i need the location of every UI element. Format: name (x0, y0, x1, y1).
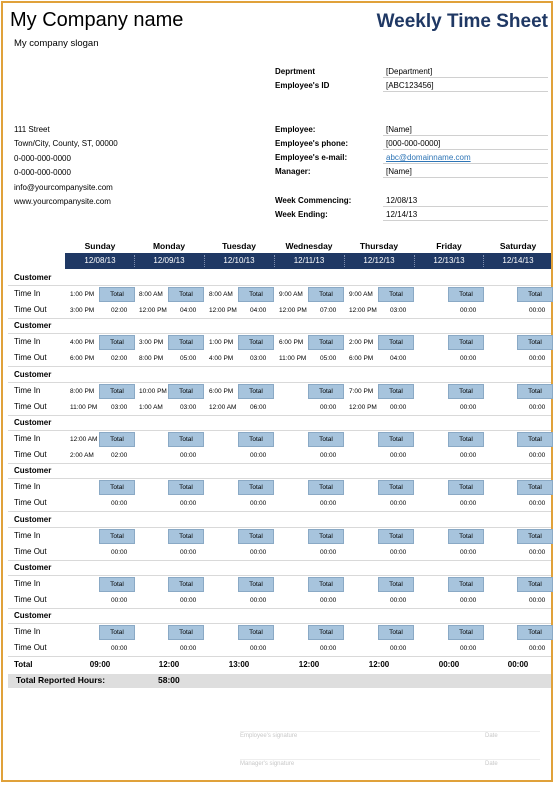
total-cell[interactable]: Total (517, 335, 553, 350)
date-separator (344, 255, 345, 267)
day-header: Saturday (499, 241, 537, 251)
time-in-label: Time In (14, 433, 41, 443)
hours-cell: 04:00 (180, 307, 197, 314)
address-line: www.yourcompanysite.com (14, 197, 111, 206)
time-in-cell[interactable]: 3:00 PM (139, 339, 164, 347)
time-in-cell[interactable]: 8:00 PM (70, 387, 95, 395)
day-header: Friday (436, 241, 462, 251)
hours-cell: 00:00 (180, 645, 197, 653)
total-cell[interactable]: Total (378, 384, 414, 399)
hours-cell: 00:00 (529, 645, 546, 653)
time-in-cell[interactable]: 8:00 AM (139, 291, 163, 298)
time-out-cell[interactable]: 3:00 PM (70, 307, 95, 314)
time-out-label: Time Out (14, 498, 47, 508)
hours-cell: 04:00 (250, 307, 267, 314)
hours-cell: 07:00 (320, 307, 337, 314)
top_fields-value[interactable]: [ABC123456] (386, 81, 434, 90)
time-in-cell[interactable]: 6:00 PM (279, 339, 304, 347)
total-cell[interactable]: Total (517, 287, 553, 302)
hours-cell: 00:00 (390, 596, 407, 604)
row-divider (8, 608, 551, 609)
hours-cell: 00:00 (111, 548, 128, 556)
time-out-cell[interactable]: 6:00 PM (349, 355, 374, 363)
row-divider (8, 623, 551, 624)
time-out-cell[interactable]: 8:00 PM (139, 355, 164, 363)
row-divider (8, 463, 551, 464)
hours-cell: 03:00 (390, 307, 407, 314)
company-slogan: My company slogan (14, 38, 99, 49)
employee_fields-label: Employee's e-mail: (275, 153, 348, 162)
time-out-label: Time Out (14, 546, 47, 556)
employee_fields-label: Manager: (275, 167, 311, 176)
time-in-cell[interactable]: 4:00 PM (70, 339, 95, 347)
time-out-cell[interactable]: 11:00 PM (70, 403, 98, 411)
address-line: 0-000-000-0000 (14, 153, 71, 163)
time-in-label: Time In (14, 385, 41, 395)
time-in-cell[interactable]: 7:00 PM (349, 387, 374, 395)
hours-cell: 00:00 (529, 451, 546, 459)
reported-hours-bar (8, 674, 551, 688)
customer-label: Customer (14, 321, 52, 331)
date-separator (483, 255, 484, 267)
field-underline (383, 220, 548, 221)
row-divider (8, 656, 551, 657)
address-line: 111 Street (14, 125, 50, 134)
total-cell[interactable]: Total (99, 384, 135, 399)
employee_fields-value[interactable]: [Name] (386, 125, 412, 134)
total-cell[interactable]: Total (448, 432, 484, 447)
time-out-cell[interactable]: 6:00 PM (70, 355, 95, 363)
time-in-cell[interactable]: 9:00 AM (349, 291, 373, 298)
total-cell[interactable]: Total (448, 384, 484, 399)
customer-label: Customer (14, 562, 52, 572)
day-header: Monday (152, 241, 186, 251)
hours-cell: 00:00 (529, 596, 546, 604)
hours-cell: 00:00 (180, 500, 197, 508)
total-cell[interactable]: Total (517, 529, 553, 544)
time-out-cell[interactable]: 12:00 PM (349, 307, 377, 314)
total-cell[interactable]: Total (168, 577, 204, 592)
field-underline (383, 206, 548, 207)
date-cell: 12/14/13 (502, 256, 534, 265)
total-cell[interactable]: Total (517, 577, 553, 592)
total-cell[interactable]: Total (238, 529, 274, 544)
customer-label: Customer (14, 514, 52, 524)
time-in-label: Time In (14, 289, 41, 298)
hours-cell: 00:00 (390, 451, 407, 459)
address-line: Town/City, County, ST, 00000 (14, 139, 118, 149)
hours-cell: 00:00 (529, 500, 546, 508)
field-underline (383, 149, 548, 150)
day-header: Wednesday (285, 241, 333, 251)
total-cell[interactable]: Total (99, 335, 135, 350)
total-cell[interactable]: Total (517, 480, 553, 495)
time-in-cell[interactable]: 10:00 PM (139, 387, 167, 395)
time-out-cell[interactable]: 12:00 AM (209, 403, 237, 411)
total-cell[interactable]: Total (378, 577, 414, 592)
hours-cell: 00:00 (320, 403, 337, 411)
top_fields-label: Deprtment (275, 67, 316, 76)
total-cell[interactable]: Total (238, 577, 274, 592)
hours-cell: 00:00 (529, 548, 546, 556)
time-in-cell[interactable]: 9:00 AM (279, 291, 303, 298)
time-in-cell[interactable]: 2:00 PM (349, 339, 374, 347)
hours-cell: 02:00 (111, 451, 128, 459)
total-cell[interactable]: Total (168, 625, 204, 640)
time-in-label: Time In (14, 530, 41, 540)
hours-cell: 00:00 (460, 403, 477, 411)
hours-cell: 00:00 (460, 645, 477, 653)
customer-label: Customer (14, 611, 52, 621)
total-cell[interactable]: Total (448, 625, 484, 640)
hours-cell: 06:00 (250, 403, 267, 411)
time-out-label: Time Out (14, 643, 47, 653)
row-divider (8, 527, 551, 528)
employee_fields-value[interactable]: [Name] (386, 167, 412, 176)
time-in-cell[interactable]: 1:00 PM (70, 291, 95, 298)
total-cell[interactable]: Total (448, 577, 484, 592)
time-out-cell[interactable]: 12:00 PM (279, 307, 307, 314)
total-cell[interactable]: Total (517, 432, 553, 447)
date-label: Date (485, 733, 498, 739)
hours-cell: 03:00 (250, 355, 267, 363)
total-cell[interactable]: Total (168, 335, 204, 350)
total-cell[interactable]: Total (378, 335, 414, 350)
total-row-label: Total (14, 660, 33, 669)
customer-label: Customer (14, 273, 52, 282)
day-header: Tuesday (222, 241, 256, 251)
total-cell[interactable]: Total (99, 577, 135, 592)
hours-cell: 00:00 (460, 355, 477, 363)
employee_fields-value[interactable]: abc@domainname.com (386, 153, 471, 162)
total-cell[interactable]: Total (308, 432, 344, 447)
row-divider (8, 333, 551, 334)
hours-cell: 00:00 (250, 451, 267, 459)
hours-cell: 00:00 (320, 645, 337, 653)
hours-cell: 00:00 (390, 548, 407, 556)
total-cell[interactable]: Total (99, 625, 135, 640)
row-divider (8, 366, 551, 367)
field-underline (383, 135, 548, 136)
hours-cell: 04:00 (390, 355, 407, 363)
total-cell[interactable]: Total (448, 480, 484, 495)
total-cell[interactable]: Total (517, 625, 553, 640)
total-cell[interactable]: Total (517, 384, 553, 399)
time-in-cell[interactable]: 1:00 PM (209, 339, 234, 347)
hours-cell: 00:00 (320, 548, 337, 556)
hours-cell: 00:00 (180, 596, 197, 604)
hours-cell: 02:00 (111, 307, 128, 314)
total-cell[interactable]: Total (378, 480, 414, 495)
employee_fields-value[interactable]: [000-000-0000] (386, 139, 441, 148)
day-header: Sunday (84, 241, 116, 251)
total-cell[interactable]: Total (448, 287, 484, 302)
customer-label: Customer (14, 466, 52, 476)
hours-cell: 05:00 (320, 355, 337, 363)
day-total: 12:00 (158, 660, 180, 669)
week_fields-label: Week Ending: (275, 210, 328, 219)
day-total: 12:00 (368, 660, 390, 669)
total-cell[interactable]: Total (168, 384, 204, 399)
hours-cell: 00:00 (320, 451, 337, 459)
total-cell[interactable]: Total (378, 625, 414, 640)
field-underline (383, 163, 548, 164)
row-divider (8, 575, 551, 576)
row-divider (8, 285, 551, 286)
hours-cell: 00:00 (390, 500, 407, 508)
date-cell: 12/08/13 (84, 256, 116, 265)
date-bar (65, 253, 551, 269)
row-divider (8, 560, 551, 561)
signature-label: Manager's signature (240, 761, 295, 767)
time-out-label: Time Out (14, 449, 47, 459)
hours-cell: 00:00 (250, 645, 267, 653)
hours-cell: 00:00 (250, 500, 267, 508)
top_fields-label: Employee's ID (275, 81, 330, 90)
week_fields-value[interactable]: 12/08/13 (386, 196, 418, 205)
time-out-cell[interactable]: 12:00 PM (349, 403, 377, 411)
address-line: info@yourcompanysite.com (14, 182, 113, 192)
hours-cell: 03:00 (111, 403, 128, 411)
hours-cell: 00:00 (250, 596, 267, 604)
time-out-cell[interactable]: 12:00 PM (209, 307, 237, 314)
week_fields-value[interactable]: 12/14/13 (386, 210, 418, 219)
signature-label: Employee's signature (240, 733, 298, 739)
time-out-cell[interactable]: 2:00 AM (70, 451, 94, 459)
total-cell[interactable]: Total (308, 529, 344, 544)
total-cell[interactable]: Total (238, 480, 274, 495)
row-divider (8, 430, 551, 431)
time-in-label: Time In (14, 627, 41, 637)
day-total: 13:00 (228, 660, 250, 669)
signature-line[interactable] (240, 731, 540, 732)
date-cell: 12/11/13 (293, 256, 325, 265)
hours-cell: 00:00 (111, 645, 128, 653)
field-underline (383, 77, 548, 78)
time-in-cell[interactable]: 6:00 PM (209, 387, 234, 395)
date-cell: 12/10/13 (223, 256, 255, 265)
signature-line[interactable] (240, 759, 540, 760)
total-cell[interactable]: Total (238, 384, 274, 399)
hours-cell: 00:00 (390, 645, 407, 653)
hours-cell: 00:00 (250, 548, 267, 556)
reported-hours-value: 58:00 (158, 675, 180, 685)
top_fields-value[interactable]: [Department] (386, 67, 433, 76)
date-separator (134, 255, 135, 267)
hours-cell: 00:00 (460, 500, 477, 508)
total-cell[interactable]: Total (238, 432, 274, 447)
hours-cell: 00:00 (180, 548, 197, 556)
total-cell[interactable]: Total (378, 529, 414, 544)
employee_fields-label: Employee's phone: (275, 139, 349, 148)
hours-cell: 02:00 (111, 355, 128, 363)
hours-cell: 00:00 (111, 596, 128, 604)
total-cell[interactable]: Total (308, 625, 344, 640)
time-out-label: Time Out (14, 353, 47, 363)
time-in-label: Time In (14, 578, 41, 588)
hours-cell: 03:00 (180, 403, 197, 411)
day-total: 12:00 (298, 660, 320, 669)
row-divider (8, 478, 551, 479)
time-out-label: Time Out (14, 594, 47, 604)
week_fields-label: Week Commencing: (275, 196, 352, 205)
total-cell[interactable]: Total (308, 577, 344, 592)
field-underline (383, 177, 548, 178)
time-in-cell[interactable]: 12:00 AM (70, 435, 98, 443)
hours-cell: 00:00 (460, 548, 477, 556)
hours-cell: 00:00 (390, 403, 407, 411)
total-cell[interactable]: Total (99, 529, 135, 544)
time-out-label: Time Out (14, 401, 47, 411)
row-divider (8, 318, 551, 319)
time-out-cell[interactable]: 4:00 PM (209, 355, 234, 363)
time-in-cell[interactable]: 8:00 AM (209, 291, 233, 298)
date-label: Date (485, 761, 498, 767)
total-cell[interactable]: Total (308, 335, 344, 350)
hours-cell: 00:00 (529, 307, 546, 314)
hours-cell: 00:00 (460, 596, 477, 604)
hours-cell: 00:00 (111, 500, 128, 508)
reported-hours-label: Total Reported Hours: (16, 675, 106, 685)
sheet-title: Weekly Time Sheet (376, 11, 548, 32)
time-out-label: Time Out (14, 305, 47, 314)
row-divider (8, 415, 551, 416)
total-cell[interactable]: Total (238, 335, 274, 350)
total-cell[interactable]: Total (99, 432, 135, 447)
total-cell[interactable]: Total (168, 287, 204, 302)
total-cell[interactable]: Total (308, 480, 344, 495)
total-cell[interactable]: Total (448, 529, 484, 544)
total-cell[interactable]: Total (378, 287, 414, 302)
date-separator (204, 255, 205, 267)
hours-cell: 00:00 (180, 451, 197, 459)
total-cell[interactable]: Total (308, 287, 344, 302)
date-cell: 12/09/13 (153, 256, 185, 265)
hours-cell: 00:00 (529, 403, 546, 411)
date-separator (274, 255, 275, 267)
date-cell: 12/12/13 (363, 256, 395, 265)
day-total: 09:00 (89, 660, 111, 669)
hours-cell: 00:00 (529, 355, 546, 363)
total-cell[interactable]: Total (168, 529, 204, 544)
hours-cell: 00:00 (320, 596, 337, 604)
total-cell[interactable]: Total (308, 384, 344, 399)
hours-cell: 00:00 (320, 500, 337, 508)
total-cell[interactable]: Total (238, 625, 274, 640)
employee_fields-label: Employee: (275, 125, 316, 134)
customer-label: Customer (14, 417, 52, 427)
time-out-cell[interactable]: 1:00 AM (139, 403, 163, 411)
total-cell[interactable]: Total (378, 432, 414, 447)
total-cell[interactable]: Total (238, 287, 274, 302)
time-out-cell[interactable]: 12:00 PM (139, 307, 167, 314)
date-separator (414, 255, 415, 267)
hours-cell: 00:00 (460, 307, 477, 314)
day-total: 00:00 (438, 660, 460, 669)
company-name: My Company name (10, 9, 184, 31)
hours-cell: 05:00 (180, 355, 197, 363)
row-divider (8, 382, 551, 383)
time-in-label: Time In (14, 337, 41, 347)
row-divider (8, 511, 551, 512)
time-in-label: Time In (14, 482, 41, 492)
customer-label: Customer (14, 369, 52, 379)
time-out-cell[interactable]: 11:00 PM (279, 355, 307, 363)
total-cell[interactable]: Total (99, 480, 135, 495)
day-header: Thursday (359, 241, 399, 251)
address-line: 0-000-000-0000 (14, 168, 71, 178)
total-cell[interactable]: Total (168, 480, 204, 495)
field-underline (383, 91, 548, 92)
total-cell[interactable]: Total (168, 432, 204, 447)
hours-cell: 00:00 (460, 451, 477, 459)
day-total: 00:00 (507, 660, 529, 669)
total-cell[interactable]: Total (99, 287, 135, 302)
date-cell: 12/13/13 (433, 256, 465, 265)
total-cell[interactable]: Total (448, 335, 484, 350)
